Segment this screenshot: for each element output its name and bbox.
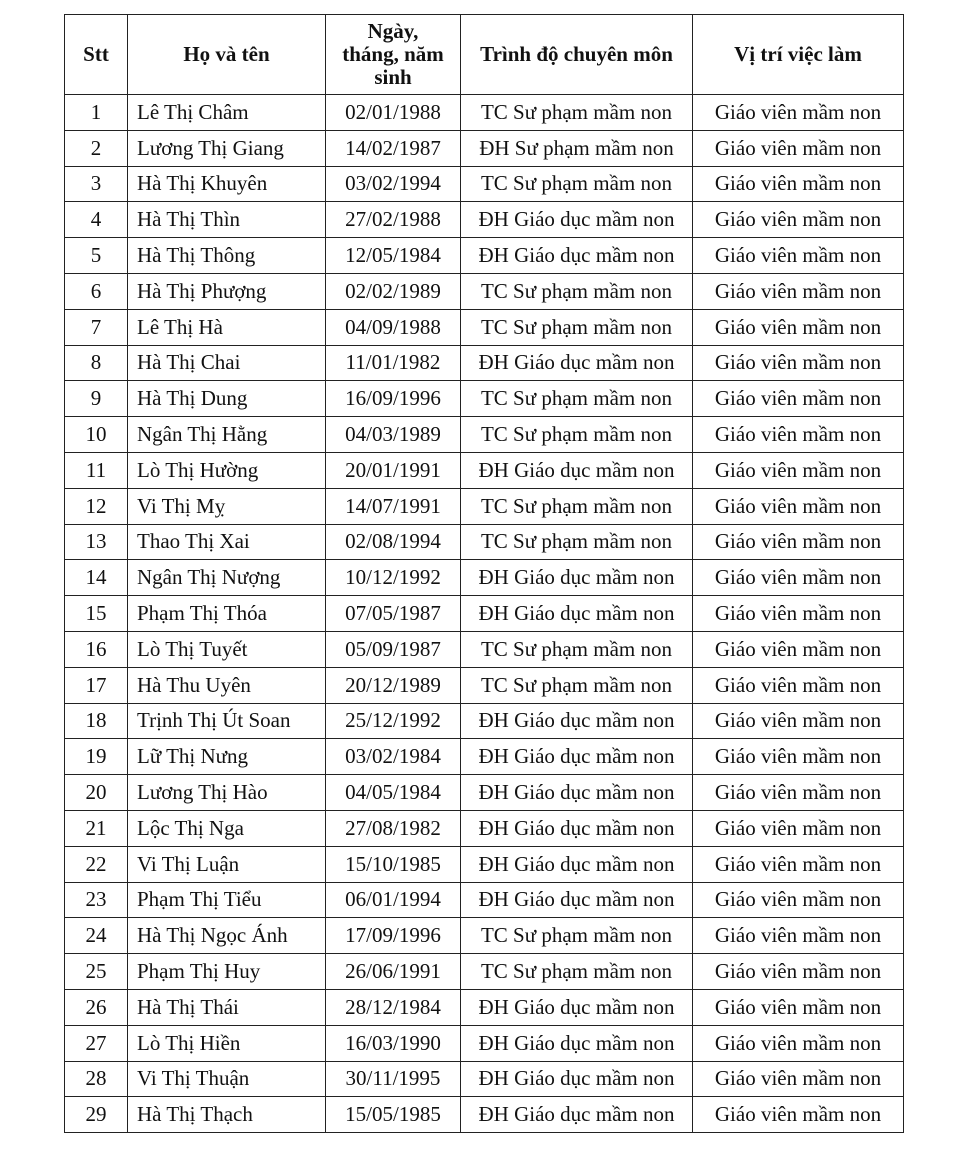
- name-cell: Hà Thị Chai: [128, 345, 326, 381]
- dob-cell: 02/08/1994: [326, 524, 461, 560]
- dob-cell: 11/01/1982: [326, 345, 461, 381]
- table-row: [65, 667, 904, 703]
- qualification-cell: ĐH Giáo dục mầm non: [461, 596, 693, 632]
- stt-cell: 10: [65, 417, 128, 453]
- stt-cell: 3: [65, 166, 128, 202]
- dob-cell: 06/01/1994: [326, 882, 461, 918]
- table-row: [65, 882, 904, 918]
- position-cell: Giáo viên mầm non: [693, 739, 904, 775]
- position-cell: Giáo viên mầm non: [693, 381, 904, 417]
- header-stt: Stt: [65, 15, 128, 95]
- name-cell: Lộc Thị Nga: [128, 810, 326, 846]
- header-dob-line1: Ngày,: [367, 19, 419, 43]
- header-qualification: Trình độ chuyên môn: [461, 15, 693, 95]
- position-cell: Giáo viên mầm non: [693, 273, 904, 309]
- dob-cell: 25/12/1992: [326, 703, 461, 739]
- name-cell: Hà Thị Dung: [128, 381, 326, 417]
- stt-cell: 29: [65, 1097, 128, 1133]
- dob-cell: 02/01/1988: [326, 95, 461, 131]
- table-row: [65, 309, 904, 345]
- qualification-cell: ĐH Giáo dục mầm non: [461, 846, 693, 882]
- name-cell: Ngân Thị Hằng: [128, 417, 326, 453]
- staff-table: [64, 14, 904, 1133]
- stt-cell: 17: [65, 667, 128, 703]
- qualification-cell: ĐH Giáo dục mầm non: [461, 989, 693, 1025]
- position-cell: Giáo viên mầm non: [693, 846, 904, 882]
- qualification-cell: TC Sư phạm mầm non: [461, 631, 693, 667]
- table-row: [65, 703, 904, 739]
- stt-cell: 15: [65, 596, 128, 632]
- stt-cell: 2: [65, 130, 128, 166]
- qualification-cell: ĐH Giáo dục mầm non: [461, 238, 693, 274]
- position-cell: Giáo viên mầm non: [693, 309, 904, 345]
- table-row: [65, 1025, 904, 1061]
- dob-cell: 20/12/1989: [326, 667, 461, 703]
- table-row: [65, 273, 904, 309]
- stt-cell: 11: [65, 452, 128, 488]
- header-row: [65, 15, 904, 95]
- table-body: [65, 95, 904, 1133]
- table-row: [65, 1061, 904, 1097]
- qualification-cell: TC Sư phạm mầm non: [461, 954, 693, 990]
- dob-cell: 27/02/1988: [326, 202, 461, 238]
- stt-cell: 19: [65, 739, 128, 775]
- table-row: [65, 488, 904, 524]
- header-dob: [326, 15, 461, 95]
- name-cell: Hà Thu Uyên: [128, 667, 326, 703]
- dob-cell: 26/06/1991: [326, 954, 461, 990]
- stt-cell: 5: [65, 238, 128, 274]
- stt-cell: 16: [65, 631, 128, 667]
- table-row: [65, 1097, 904, 1133]
- position-cell: Giáo viên mầm non: [693, 1025, 904, 1061]
- qualification-cell: ĐH Giáo dục mầm non: [461, 739, 693, 775]
- header-dob-line3: sinh: [374, 65, 412, 89]
- name-cell: Lương Thị Hào: [128, 775, 326, 811]
- name-cell: Lê Thị Châm: [128, 95, 326, 131]
- qualification-cell: ĐH Giáo dục mầm non: [461, 202, 693, 238]
- stt-cell: 12: [65, 488, 128, 524]
- qualification-cell: ĐH Giáo dục mầm non: [461, 882, 693, 918]
- table-row: [65, 954, 904, 990]
- name-cell: Thao Thị Xai: [128, 524, 326, 560]
- name-cell: Trịnh Thị Út Soan: [128, 703, 326, 739]
- position-cell: Giáo viên mầm non: [693, 452, 904, 488]
- dob-cell: 17/09/1996: [326, 918, 461, 954]
- qualification-cell: TC Sư phạm mầm non: [461, 166, 693, 202]
- position-cell: Giáo viên mầm non: [693, 524, 904, 560]
- table-row: [65, 166, 904, 202]
- position-cell: Giáo viên mầm non: [693, 166, 904, 202]
- qualification-cell: ĐH Giáo dục mầm non: [461, 560, 693, 596]
- table-row: [65, 345, 904, 381]
- qualification-cell: TC Sư phạm mầm non: [461, 667, 693, 703]
- name-cell: Lương Thị Giang: [128, 130, 326, 166]
- dob-cell: 04/09/1988: [326, 309, 461, 345]
- name-cell: Lữ Thị Nưng: [128, 739, 326, 775]
- dob-cell: 14/07/1991: [326, 488, 461, 524]
- dob-cell: 04/05/1984: [326, 775, 461, 811]
- stt-cell: 21: [65, 810, 128, 846]
- table-row: [65, 846, 904, 882]
- table-row: [65, 417, 904, 453]
- header-name: Họ và tên: [128, 15, 326, 95]
- qualification-cell: TC Sư phạm mầm non: [461, 918, 693, 954]
- position-cell: Giáo viên mầm non: [693, 989, 904, 1025]
- position-cell: Giáo viên mầm non: [693, 810, 904, 846]
- position-cell: Giáo viên mầm non: [693, 1061, 904, 1097]
- table-row: [65, 524, 904, 560]
- dob-cell: 20/01/1991: [326, 452, 461, 488]
- qualification-cell: ĐH Giáo dục mầm non: [461, 1061, 693, 1097]
- name-cell: Hà Thị Thạch: [128, 1097, 326, 1133]
- stt-cell: 9: [65, 381, 128, 417]
- dob-cell: 30/11/1995: [326, 1061, 461, 1097]
- position-cell: Giáo viên mầm non: [693, 703, 904, 739]
- dob-cell: 10/12/1992: [326, 560, 461, 596]
- name-cell: Hà Thị Ngọc Ánh: [128, 918, 326, 954]
- stt-cell: 23: [65, 882, 128, 918]
- qualification-cell: ĐH Giáo dục mầm non: [461, 775, 693, 811]
- table-row: [65, 95, 904, 131]
- position-cell: Giáo viên mầm non: [693, 488, 904, 524]
- table-row: [65, 596, 904, 632]
- position-cell: Giáo viên mầm non: [693, 596, 904, 632]
- name-cell: Phạm Thị Thóa: [128, 596, 326, 632]
- dob-cell: 15/10/1985: [326, 846, 461, 882]
- name-cell: Vi Thị Mỵ: [128, 488, 326, 524]
- dob-cell: 28/12/1984: [326, 989, 461, 1025]
- qualification-cell: TC Sư phạm mầm non: [461, 273, 693, 309]
- name-cell: Lò Thị Hiền: [128, 1025, 326, 1061]
- name-cell: Hà Thị Thìn: [128, 202, 326, 238]
- dob-cell: 07/05/1987: [326, 596, 461, 632]
- table-row: [65, 775, 904, 811]
- dob-cell: 16/09/1996: [326, 381, 461, 417]
- stt-cell: 14: [65, 560, 128, 596]
- position-cell: Giáo viên mầm non: [693, 202, 904, 238]
- table-row: [65, 560, 904, 596]
- table-row: [65, 452, 904, 488]
- name-cell: Hà Thị Phượng: [128, 273, 326, 309]
- name-cell: Hà Thị Khuyên: [128, 166, 326, 202]
- position-cell: Giáo viên mầm non: [693, 130, 904, 166]
- dob-cell: 03/02/1994: [326, 166, 461, 202]
- position-cell: Giáo viên mầm non: [693, 238, 904, 274]
- dob-cell: 27/08/1982: [326, 810, 461, 846]
- table-row: [65, 989, 904, 1025]
- qualification-cell: TC Sư phạm mầm non: [461, 417, 693, 453]
- document-sheet: [64, 14, 900, 1133]
- qualification-cell: ĐH Giáo dục mầm non: [461, 1097, 693, 1133]
- position-cell: Giáo viên mầm non: [693, 1097, 904, 1133]
- name-cell: Phạm Thị Tiểu: [128, 882, 326, 918]
- qualification-cell: TC Sư phạm mầm non: [461, 95, 693, 131]
- stt-cell: 18: [65, 703, 128, 739]
- dob-cell: 14/02/1987: [326, 130, 461, 166]
- qualification-cell: TC Sư phạm mầm non: [461, 309, 693, 345]
- position-cell: Giáo viên mầm non: [693, 560, 904, 596]
- position-cell: Giáo viên mầm non: [693, 417, 904, 453]
- qualification-cell: ĐH Giáo dục mầm non: [461, 810, 693, 846]
- dob-cell: 04/03/1989: [326, 417, 461, 453]
- stt-cell: 8: [65, 345, 128, 381]
- position-cell: Giáo viên mầm non: [693, 95, 904, 131]
- name-cell: Lê Thị Hà: [128, 309, 326, 345]
- name-cell: Hà Thị Thái: [128, 989, 326, 1025]
- qualification-cell: ĐH Giáo dục mầm non: [461, 1025, 693, 1061]
- qualification-cell: TC Sư phạm mầm non: [461, 524, 693, 560]
- table-row: [65, 202, 904, 238]
- name-cell: Lò Thị Hường: [128, 452, 326, 488]
- name-cell: Ngân Thị Nượng: [128, 560, 326, 596]
- stt-cell: 28: [65, 1061, 128, 1097]
- dob-cell: 03/02/1984: [326, 739, 461, 775]
- header-dob-line2: tháng, năm: [342, 42, 444, 66]
- position-cell: Giáo viên mầm non: [693, 882, 904, 918]
- dob-cell: 12/05/1984: [326, 238, 461, 274]
- name-cell: Hà Thị Thông: [128, 238, 326, 274]
- table-row: [65, 130, 904, 166]
- position-cell: Giáo viên mầm non: [693, 345, 904, 381]
- qualification-cell: ĐH Giáo dục mầm non: [461, 703, 693, 739]
- stt-cell: 20: [65, 775, 128, 811]
- name-cell: Lò Thị Tuyết: [128, 631, 326, 667]
- stt-cell: 4: [65, 202, 128, 238]
- stt-cell: 1: [65, 95, 128, 131]
- dob-cell: 15/05/1985: [326, 1097, 461, 1133]
- stt-cell: 6: [65, 273, 128, 309]
- qualification-cell: TC Sư phạm mầm non: [461, 381, 693, 417]
- qualification-cell: ĐH Giáo dục mầm non: [461, 452, 693, 488]
- dob-cell: 02/02/1989: [326, 273, 461, 309]
- stt-cell: 24: [65, 918, 128, 954]
- header-position: Vị trí việc làm: [693, 15, 904, 95]
- position-cell: Giáo viên mầm non: [693, 631, 904, 667]
- dob-cell: 05/09/1987: [326, 631, 461, 667]
- table-row: [65, 381, 904, 417]
- table-row: [65, 739, 904, 775]
- table-row: [65, 238, 904, 274]
- qualification-cell: ĐH Giáo dục mầm non: [461, 345, 693, 381]
- name-cell: Vi Thị Luận: [128, 846, 326, 882]
- stt-cell: 13: [65, 524, 128, 560]
- dob-cell: 16/03/1990: [326, 1025, 461, 1061]
- stt-cell: 27: [65, 1025, 128, 1061]
- stt-cell: 7: [65, 309, 128, 345]
- qualification-cell: TC Sư phạm mầm non: [461, 488, 693, 524]
- position-cell: Giáo viên mầm non: [693, 918, 904, 954]
- position-cell: Giáo viên mầm non: [693, 667, 904, 703]
- name-cell: Phạm Thị Huy: [128, 954, 326, 990]
- stt-cell: 26: [65, 989, 128, 1025]
- position-cell: Giáo viên mầm non: [693, 775, 904, 811]
- stt-cell: 25: [65, 954, 128, 990]
- table-row: [65, 810, 904, 846]
- qualification-cell: ĐH Sư phạm mầm non: [461, 130, 693, 166]
- stt-cell: 22: [65, 846, 128, 882]
- name-cell: Vi Thị Thuận: [128, 1061, 326, 1097]
- table-header: [65, 15, 904, 95]
- table-row: [65, 631, 904, 667]
- position-cell: Giáo viên mầm non: [693, 954, 904, 990]
- table-row: [65, 918, 904, 954]
